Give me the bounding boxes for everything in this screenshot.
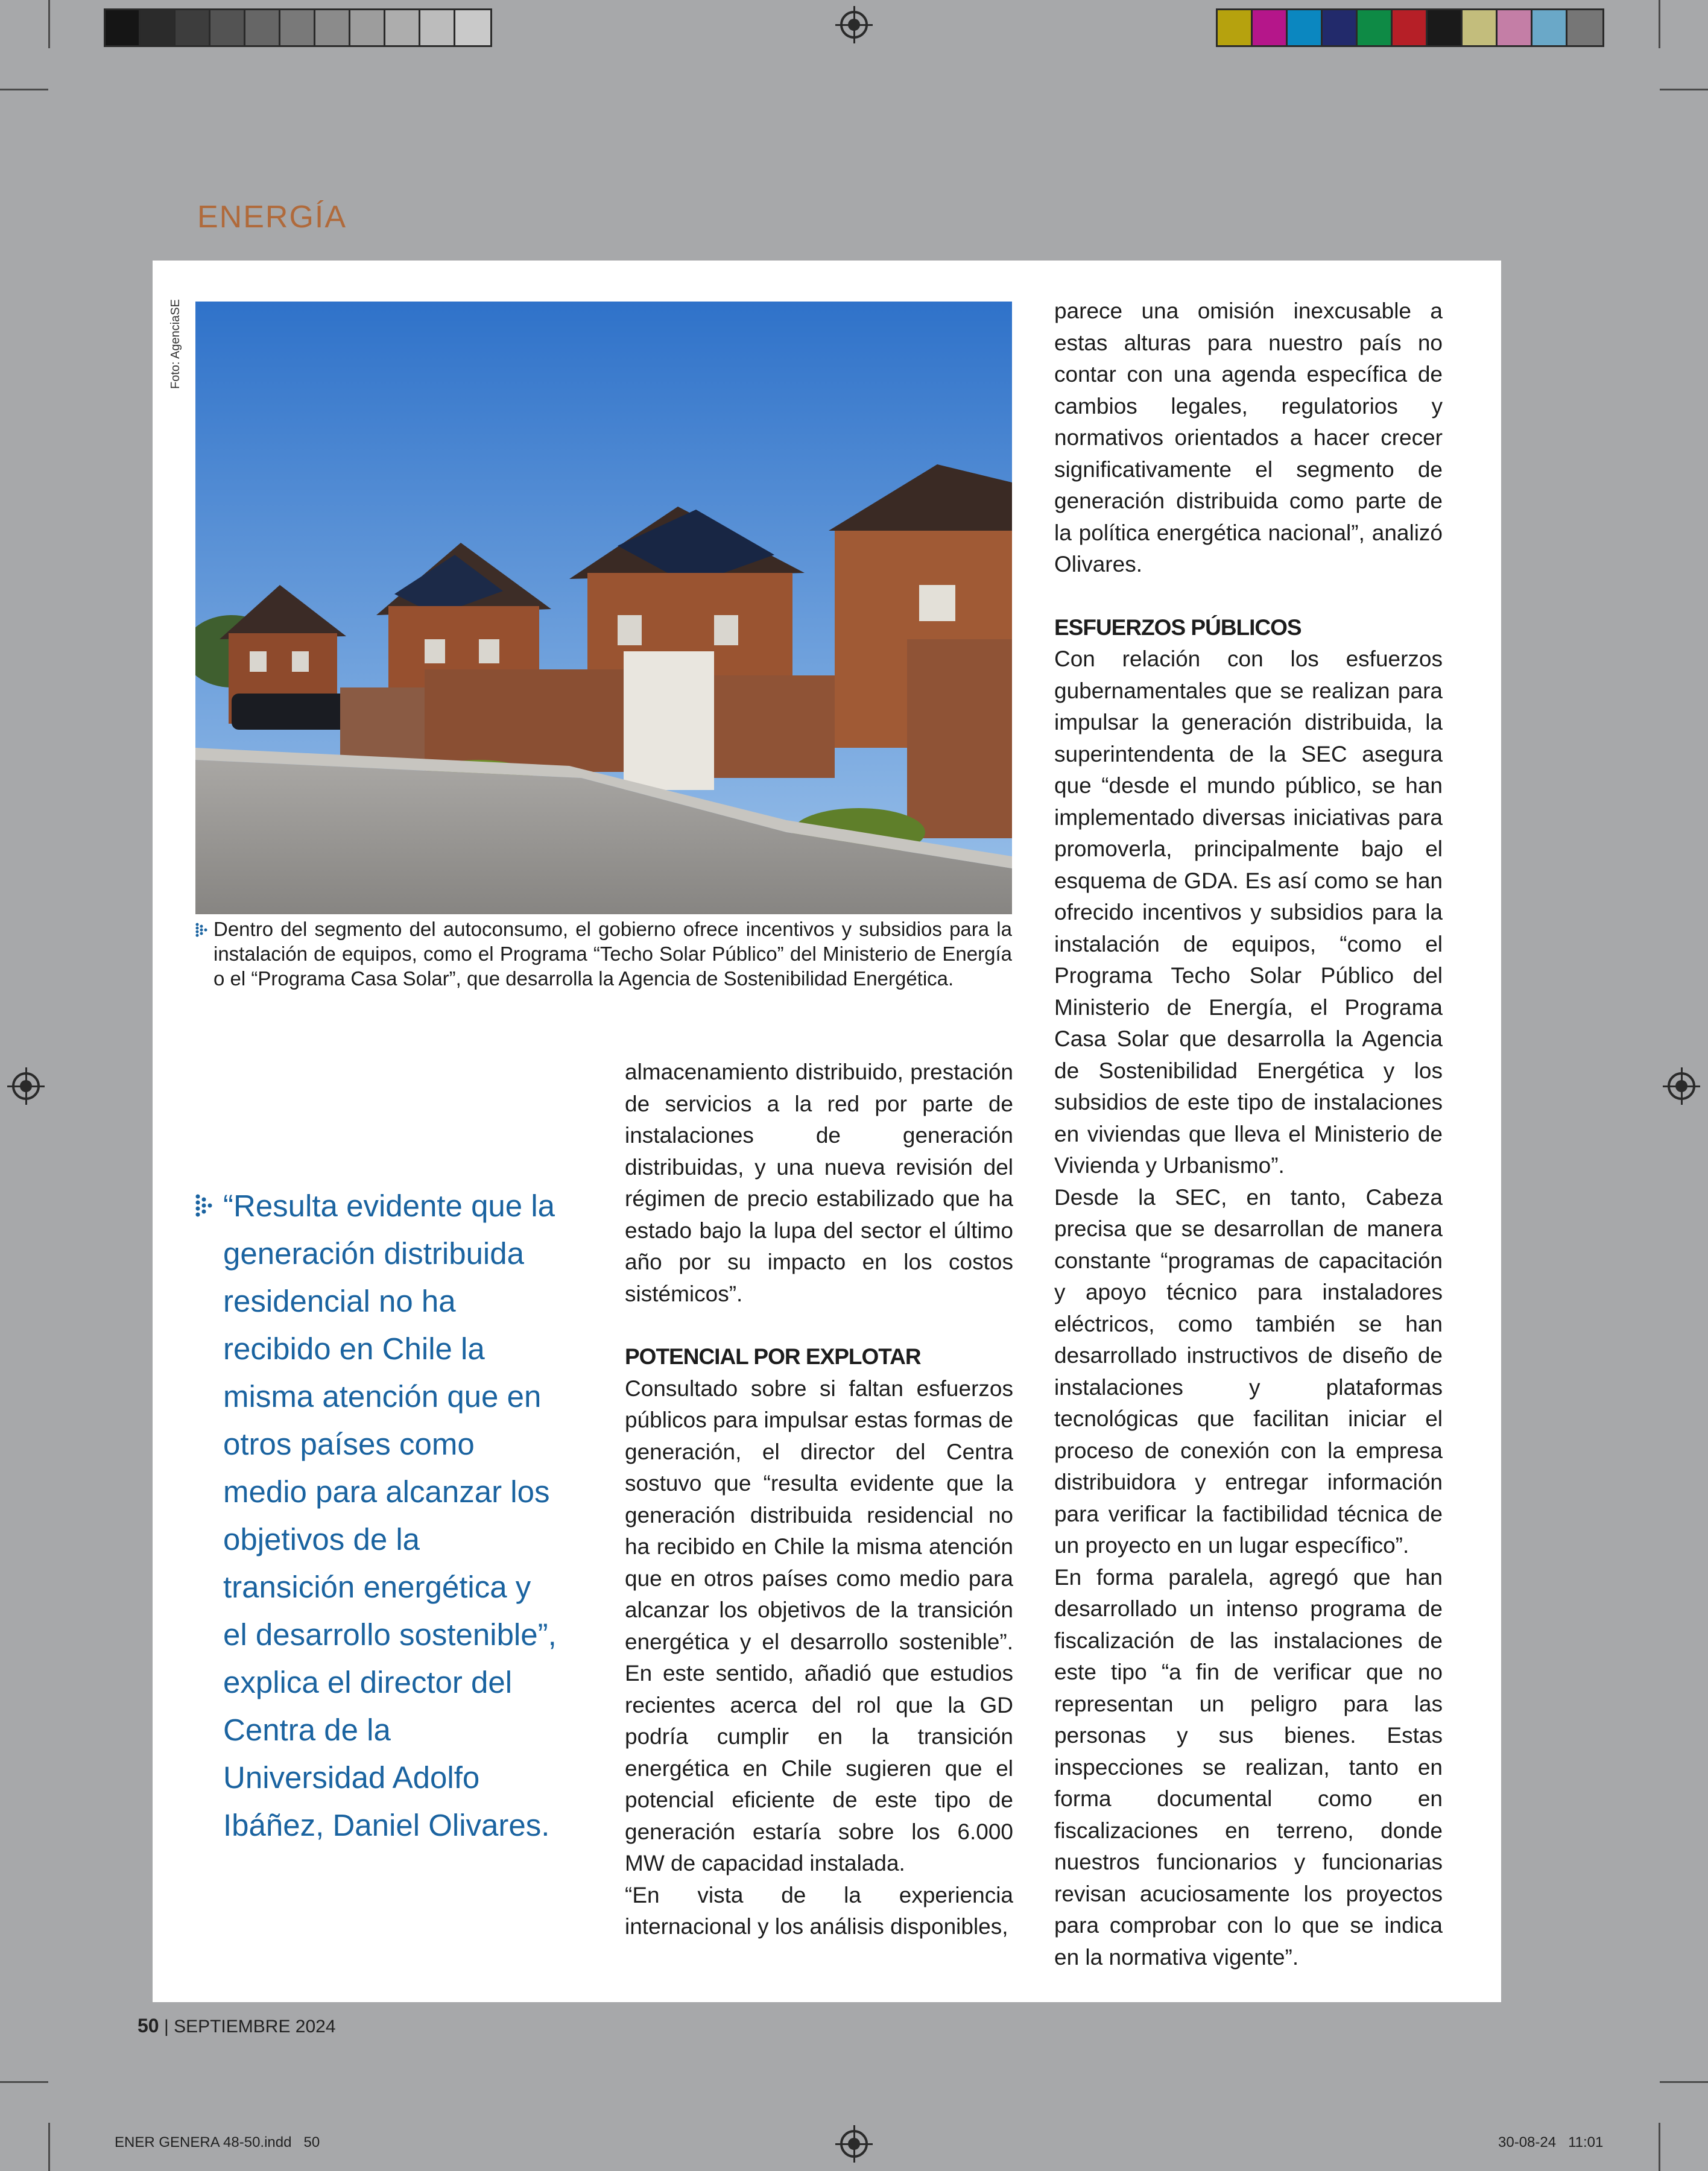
subheading-potencial: POTENCIAL POR EXPLOTAR (625, 1344, 921, 1369)
gray-swatch (420, 10, 455, 45)
color-swatch (1393, 10, 1428, 45)
crop-mark (48, 0, 50, 48)
gray-swatch (106, 10, 141, 45)
subheading-esfuerzos: ESFUERZOS PÚBLICOS (1054, 615, 1302, 640)
color-swatch (1323, 10, 1358, 45)
gray-swatch (385, 10, 420, 45)
color-swatch (1567, 10, 1602, 45)
photo-credit (169, 299, 187, 392)
slug-datetime: 30-08-24 11:01 (1498, 2134, 1604, 2150)
registration-mark-left-icon (12, 1072, 40, 1100)
crop-mark (1660, 89, 1708, 90)
pull-quote-text: “Resulta evidente que la generación distribuida residencial no ha recibido en Chile la misma atención que en otros países como medio para alcanzar los objetivos de la transición energética y el desarrollo sostenible”, explica el director del Centra de la Universidad Adolfo Ibáñez, Daniel Olivares. (223, 1189, 557, 1842)
solar-houses-photo (195, 302, 1012, 914)
paragraph: parece una omisión inexcusable a estas alturas para nuestro país no contar con una agenda específica de cambios legales, regulatorios y normativos orientados a hacer crecer significativamente el segmento de generación distribuida como parte de la política energética nacional”, analizó Olivares. (1054, 299, 1443, 577)
paragraph: Desde la SEC, en tanto, Cabeza precisa que se desarrollan de manera constante “programas de capacitación y apoyo técnico para instaladores eléctricos, como también se han desarrollado instructivos de diseño de instalaciones y plataformas tecnológicas que facilitan iniciar el proceso de conexión con la empresa distribuidora y entregar información para verificar la factibilidad técnica de un proyecto en un lugar específico”. (1054, 1184, 1443, 1558)
paragraph: Consultado sobre si faltan esfuerzos públicos para impulsar estas formas de generación, el director del Centra sostuvo que “resulta evidente que la generación distribuida residencial no ha recibido en Chile la misma atención que en otros países como medio para alcanzar los objetivos de la transición energética y el desarrollo sostenible”. En este sentido, añadió que estudios recientes acerca del rol que la GD podría cumplir en la transición energética en Chile sugieren que el potencial eficiente de este tipo de generación estaría sobre los 6.000 MW de capacidad instalada. (625, 1376, 1013, 1876)
folio-separator: | (163, 2017, 169, 2037)
paragraph: Con relación con los esfuerzos gubernamentales que se realizan para impulsar la generación distribuida, la superintendenta de la SEC asegura que “desde el mundo público, se han implementado diversas iniciativas para promoverla, principalmente bajo el esquema de GDA. Es así como se han ofrecido incentivos y subsidios para la instalación de equipos, “como el Programa Techo Solar Público del Ministerio de Energía, el Programa Casa Solar que desarrolla la Agencia de Sostenibilidad Energética y los subsidios de este tipo de instalaciones en viviendas que lleva el Ministerio de Vivienda y Urbanismo”. (1054, 646, 1443, 1178)
gray-swatch (176, 10, 210, 45)
gray-swatch (210, 10, 245, 45)
registration-mark-top-icon (840, 11, 868, 39)
registration-mark-bottom-icon (840, 2130, 868, 2158)
color-swatch (1218, 10, 1253, 45)
section-label: ENERGÍA (197, 200, 347, 235)
gray-swatch (350, 10, 385, 45)
paragraph: “En vista de la experiencia internacional y los análisis disponibles, (625, 1882, 1013, 1939)
grayscale-color-bar (104, 8, 492, 47)
bullet-dots-icon (195, 923, 209, 937)
photo-credit-text: Foto: AgenciaSE (169, 299, 182, 389)
quote-dots-icon (195, 1194, 214, 1218)
color-swatch (1498, 10, 1532, 45)
color-swatch (1463, 10, 1498, 45)
gray-swatch (315, 10, 350, 45)
color-swatch (1358, 10, 1393, 45)
color-swatch (1532, 10, 1567, 45)
issue-date: SEPTIEMBRE 2024 (174, 2017, 336, 2037)
process-color-bar (1216, 8, 1604, 47)
color-swatch (1428, 10, 1463, 45)
crop-mark (0, 89, 48, 90)
slug-filename: ENER GENERA 48-50.indd 50 (115, 2134, 320, 2150)
pull-quote (195, 1182, 557, 1849)
crop-mark (1659, 2123, 1660, 2171)
paragraph: almacenamiento distribuido, prestación de servicios a la red por parte de instalaciones de generación distribuidas, y una nueva revisión del régimen de precio estabilizado que ha estado bajo la lupa del sector el último año por su impacto en los costos sistémicos”. (625, 1060, 1013, 1306)
crop-mark (0, 2081, 48, 2083)
article-column-right (1054, 295, 1443, 1973)
gray-swatch (280, 10, 315, 45)
crop-mark (1659, 0, 1660, 48)
crop-mark (1660, 2081, 1708, 2083)
registration-mark-right-icon (1668, 1072, 1695, 1100)
article-column-middle (625, 1057, 1013, 1943)
color-swatch (1288, 10, 1323, 45)
page-number: 50 (138, 2015, 159, 2037)
paragraph: En forma paralela, agregó que han desarrollado un intenso programa de fiscalización de las instalaciones de este tipo “a fin de verificar que no representan un peligro para las personas y sus bienes. Estas inspecciones se realizan, tanto en forma documental como en fiscalizaciones en terreno, donde nuestros funcionarios y funcionarias revisan acuciosamente los proyectos para comprobar con lo que se indica en la normativa vigente”. (1054, 1564, 1443, 1970)
crop-mark (48, 2123, 50, 2171)
page-folio (138, 2015, 336, 2037)
gray-swatch (141, 10, 176, 45)
gray-swatch (245, 10, 280, 45)
caption-text: Dentro del segmento del autoconsumo, el gobierno ofrece incentivos y subsidios para la instalación de equipos, como el Programa “Techo Solar Público” del Ministerio de Energía o el “Programa Casa Solar”, que desarrolla la Agencia de Sostenibilidad Energética. (214, 918, 1012, 990)
photo-caption (195, 917, 1012, 991)
color-swatch (1253, 10, 1288, 45)
gray-swatch (455, 10, 490, 45)
